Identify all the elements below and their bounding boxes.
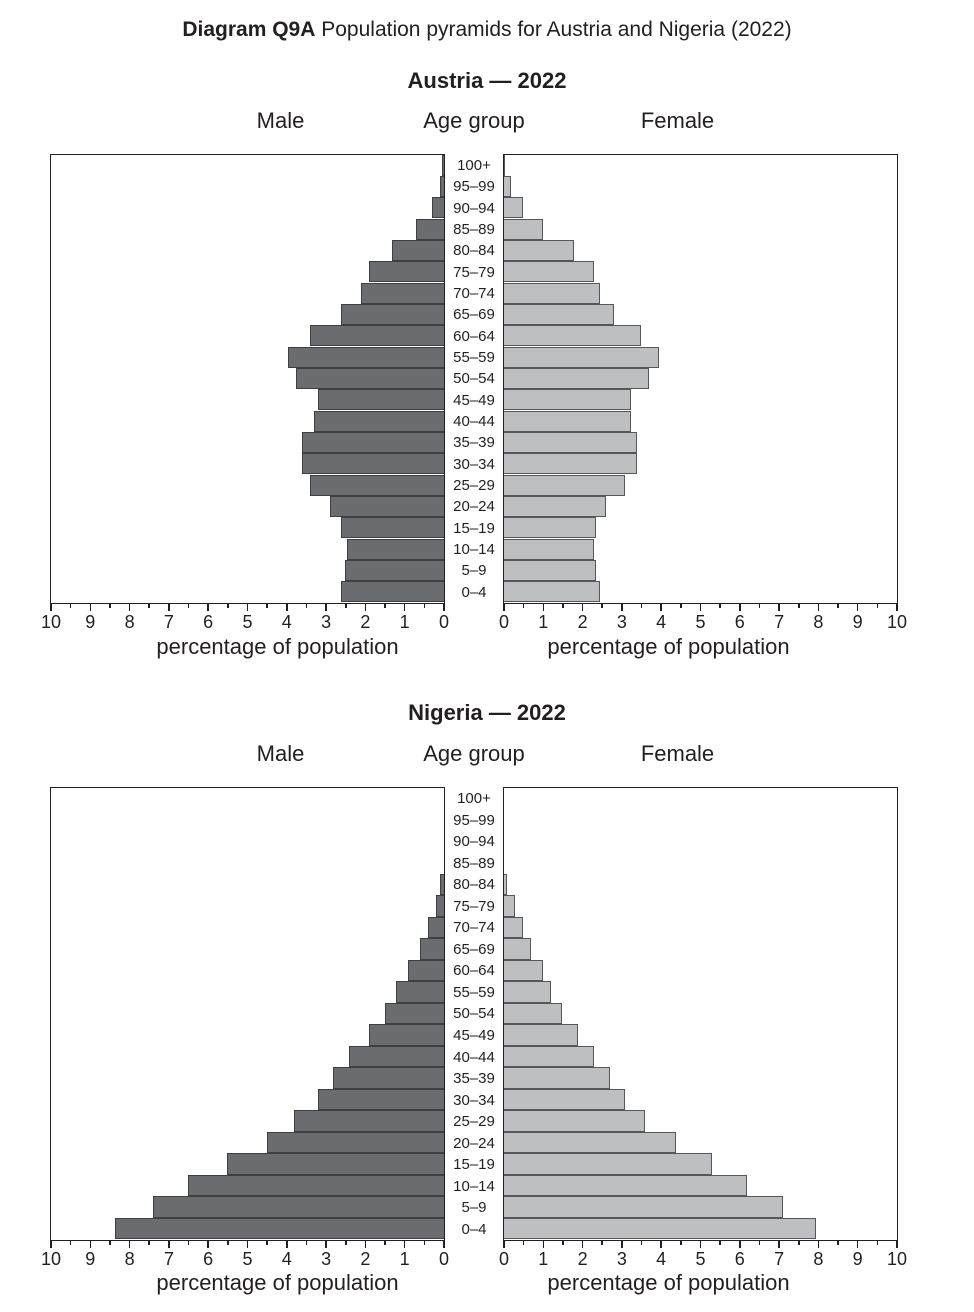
female-bar-75–79 bbox=[504, 895, 516, 917]
male-bar-45–49 bbox=[369, 1024, 444, 1046]
female-bar-70–74 bbox=[504, 283, 600, 304]
x-minor-tick bbox=[266, 1241, 268, 1245]
male-bar-55–59 bbox=[396, 981, 443, 1003]
x-tick-label: 10 bbox=[886, 612, 908, 632]
x-major-tick bbox=[207, 604, 209, 611]
x-major-tick bbox=[90, 604, 92, 611]
x-major-tick bbox=[818, 604, 820, 611]
x-major-tick bbox=[168, 1241, 170, 1248]
female-bar-60–64 bbox=[504, 960, 543, 982]
female-bar-25–29 bbox=[504, 475, 626, 496]
x-major-tick bbox=[543, 604, 545, 611]
x-minor-tick bbox=[148, 1241, 150, 1245]
x-tick-label: 3 bbox=[321, 612, 332, 632]
age-group-label: 30–34 bbox=[453, 455, 495, 473]
age-group-label: 100+ bbox=[457, 790, 491, 808]
age-group-label: 60–64 bbox=[453, 962, 495, 980]
plot-row bbox=[0, 788, 974, 1240]
age-group-label: 15–19 bbox=[453, 519, 495, 537]
x-major-tick bbox=[503, 1241, 505, 1248]
male-bar-15–19 bbox=[341, 517, 443, 538]
age-group-label: 95–99 bbox=[453, 178, 495, 196]
x-major-tick bbox=[700, 1241, 702, 1248]
x-major-tick bbox=[207, 1241, 209, 1248]
male-bar-70–74 bbox=[428, 917, 444, 939]
x-major-tick bbox=[818, 1241, 820, 1248]
x-major-tick bbox=[247, 604, 249, 611]
figure-label: Diagram Q9A bbox=[182, 18, 316, 41]
female-bar-25–29 bbox=[504, 1110, 645, 1132]
age-group-label: 80–84 bbox=[453, 876, 495, 894]
x-minor-tick bbox=[227, 604, 229, 608]
x-major-tick bbox=[365, 604, 367, 611]
nigeria-chart-title: Nigeria — 2022 bbox=[408, 700, 566, 725]
age-group-column-header: Age group bbox=[423, 108, 525, 133]
x-major-tick bbox=[660, 604, 662, 611]
x-major-tick bbox=[503, 604, 505, 611]
x-major-tick bbox=[582, 604, 584, 611]
x-minor-tick bbox=[109, 604, 111, 608]
x-minor-tick bbox=[680, 604, 682, 608]
x-tick-label: 9 bbox=[85, 1249, 96, 1269]
male-bar-80–84 bbox=[440, 874, 444, 896]
x-minor-tick bbox=[719, 1241, 721, 1245]
x-major-tick bbox=[543, 1241, 545, 1248]
age-group-label: 90–94 bbox=[453, 199, 495, 217]
x-major-tick bbox=[857, 604, 859, 611]
female-bar-50–54 bbox=[504, 1003, 563, 1025]
age-group-label: 80–84 bbox=[453, 242, 495, 260]
x-minor-tick bbox=[759, 604, 761, 608]
female-bar-75–79 bbox=[504, 261, 594, 282]
x-minor-tick bbox=[641, 604, 643, 608]
x-tick-label: 0 bbox=[498, 1249, 510, 1269]
male-bar-90–94 bbox=[432, 197, 444, 218]
x-tick-label: 5 bbox=[695, 612, 706, 632]
age-group-label: 50–54 bbox=[453, 1005, 495, 1023]
x-major-tick bbox=[621, 1241, 623, 1248]
male-bar-40–44 bbox=[314, 411, 444, 432]
x-minor-tick bbox=[384, 604, 386, 608]
x-major-tick bbox=[621, 604, 623, 611]
age-group-label: 70–74 bbox=[453, 919, 495, 937]
female-plot-area bbox=[503, 154, 898, 604]
female-bar-15–19 bbox=[504, 517, 596, 538]
female-bar-70–74 bbox=[504, 917, 524, 939]
female-column-header: Female bbox=[640, 108, 715, 133]
female-bar-65–69 bbox=[504, 304, 614, 325]
age-group-label: 55–59 bbox=[453, 349, 495, 367]
male-bar-70–74 bbox=[361, 283, 444, 304]
age-group-label: 45–49 bbox=[453, 1027, 495, 1044]
x-tick-label: 0 bbox=[438, 612, 450, 632]
female-bar-60–64 bbox=[504, 325, 642, 346]
female-bar-0–4 bbox=[504, 1218, 816, 1240]
female-bar-100+ bbox=[504, 155, 506, 176]
male-bar-0–4 bbox=[115, 1218, 443, 1240]
age-group-label: 25–29 bbox=[453, 1113, 495, 1131]
x-minor-tick bbox=[188, 604, 190, 608]
x-tick-label: 9 bbox=[852, 1249, 863, 1269]
female-bar-35–39 bbox=[504, 1067, 610, 1089]
female-axis-label: percentage of population bbox=[547, 1270, 790, 1295]
x-tick-label: 0 bbox=[438, 1249, 450, 1269]
x-major-tick bbox=[778, 604, 780, 611]
female-bar-80–84 bbox=[504, 874, 508, 896]
male-bar-60–64 bbox=[310, 325, 444, 346]
male-plot-area bbox=[50, 787, 445, 1241]
male-bar-5–9 bbox=[153, 1196, 444, 1218]
x-tick-label: 4 bbox=[656, 1249, 667, 1269]
age-group-label: 85–89 bbox=[453, 854, 495, 872]
x-minor-tick bbox=[523, 1241, 525, 1245]
age-group-label: 5–9 bbox=[461, 562, 487, 580]
age-group-label: 35–39 bbox=[453, 1070, 495, 1088]
x-minor-tick bbox=[562, 604, 564, 608]
age-group-label: 40–44 bbox=[453, 413, 495, 431]
age-group-label: 30–34 bbox=[453, 1091, 495, 1109]
x-tick-label: 0 bbox=[498, 612, 510, 632]
age-group-label: 100+ bbox=[457, 157, 491, 175]
age-group-labels bbox=[444, 155, 504, 603]
x-minor-tick bbox=[424, 604, 426, 608]
x-tick-label: 2 bbox=[577, 1249, 588, 1269]
x-major-tick bbox=[404, 1241, 406, 1248]
male-plot-area bbox=[50, 154, 445, 604]
age-group-label: 0–4 bbox=[461, 1220, 487, 1238]
x-minor-tick bbox=[345, 604, 347, 608]
x-minor-tick bbox=[384, 1241, 386, 1245]
male-bar-10–14 bbox=[188, 1175, 443, 1197]
x-tick-label: 1 bbox=[538, 612, 549, 632]
x-major-tick bbox=[700, 604, 702, 611]
male-bar-50–54 bbox=[296, 368, 443, 389]
x-major-tick bbox=[582, 1241, 584, 1248]
age-group-label: 0–4 bbox=[461, 583, 487, 601]
x-tick-label: 6 bbox=[734, 612, 745, 632]
x-tick-label: 5 bbox=[695, 1249, 706, 1269]
x-tick-label: 8 bbox=[124, 612, 135, 632]
x-tick-label: 1 bbox=[399, 1249, 410, 1269]
x-major-tick bbox=[896, 604, 898, 611]
female-bar-30–34 bbox=[504, 453, 638, 474]
female-bar-65–69 bbox=[504, 938, 532, 960]
x-tick-label: 2 bbox=[360, 612, 371, 632]
female-bar-55–59 bbox=[504, 981, 551, 1003]
female-bar-55–59 bbox=[504, 347, 659, 368]
male-bar-50–54 bbox=[385, 1003, 444, 1025]
x-tick-label: 4 bbox=[281, 1249, 292, 1269]
x-tick-label: 4 bbox=[281, 612, 292, 632]
x-tick-label: 2 bbox=[577, 612, 588, 632]
male-bar-35–39 bbox=[333, 1067, 443, 1089]
x-minor-tick bbox=[306, 604, 308, 608]
x-minor-tick bbox=[188, 1241, 190, 1245]
x-minor-tick bbox=[227, 1241, 229, 1245]
x-major-tick bbox=[404, 604, 406, 611]
x-major-tick bbox=[247, 1241, 249, 1248]
x-minor-tick bbox=[601, 1241, 603, 1245]
x-major-tick bbox=[325, 604, 327, 611]
female-bar-90–94 bbox=[504, 197, 524, 218]
x-major-tick bbox=[90, 1241, 92, 1248]
x-tick-label: 3 bbox=[616, 1249, 627, 1269]
female-bar-35–39 bbox=[504, 432, 638, 453]
male-bar-5–9 bbox=[345, 560, 443, 581]
x-minor-tick bbox=[148, 604, 150, 608]
female-bar-50–54 bbox=[504, 368, 649, 389]
male-bar-75–79 bbox=[369, 261, 444, 282]
male-bar-60–64 bbox=[408, 960, 443, 982]
age-group-label: 65–69 bbox=[453, 940, 495, 958]
age-group-label: 20–24 bbox=[453, 498, 495, 516]
x-tick-label: 6 bbox=[203, 612, 214, 632]
age-group-label: 55–59 bbox=[453, 983, 495, 1001]
x-major-tick bbox=[443, 1241, 445, 1248]
x-minor-tick bbox=[798, 604, 800, 608]
austria-chart-title: Austria — 2022 bbox=[407, 68, 567, 93]
x-major-tick bbox=[168, 604, 170, 611]
female-bar-85–89 bbox=[504, 219, 543, 240]
x-tick-label: 10 bbox=[40, 1249, 62, 1269]
female-bar-40–44 bbox=[504, 411, 632, 432]
male-bar-35–39 bbox=[302, 432, 443, 453]
x-tick-label: 8 bbox=[813, 1249, 824, 1269]
age-group-label: 95–99 bbox=[453, 811, 495, 829]
x-major-tick bbox=[50, 604, 52, 611]
x-tick-label: 7 bbox=[163, 612, 174, 632]
x-major-tick bbox=[739, 1241, 741, 1248]
x-minor-tick bbox=[345, 1241, 347, 1245]
x-tick-label: 2 bbox=[360, 1249, 371, 1269]
x-major-tick bbox=[50, 1241, 52, 1248]
x-minor-tick bbox=[641, 1241, 643, 1245]
x-minor-tick bbox=[306, 1241, 308, 1245]
male-bar-65–69 bbox=[341, 304, 443, 325]
age-group-label: 10–14 bbox=[453, 1177, 495, 1195]
x-major-tick bbox=[660, 1241, 662, 1248]
female-bar-45–49 bbox=[504, 389, 632, 410]
x-major-tick bbox=[896, 1241, 898, 1248]
female-bar-45–49 bbox=[504, 1024, 579, 1046]
male-bar-85–89 bbox=[416, 219, 444, 240]
x-minor-tick bbox=[798, 1241, 800, 1245]
female-column-header: Female bbox=[640, 741, 715, 766]
figure-title bbox=[0, 16, 974, 44]
female-axis-label: percentage of population bbox=[547, 634, 790, 659]
x-minor-tick bbox=[759, 1241, 761, 1245]
x-tick-label: 1 bbox=[538, 1249, 549, 1269]
female-bar-5–9 bbox=[504, 1196, 783, 1218]
male-bar-10–14 bbox=[347, 539, 443, 560]
x-major-tick bbox=[129, 604, 131, 611]
x-minor-tick bbox=[719, 604, 721, 608]
male-bar-95–99 bbox=[440, 176, 444, 197]
x-minor-tick bbox=[424, 1241, 426, 1245]
age-group-label: 90–94 bbox=[453, 833, 495, 851]
male-axis-label: percentage of population bbox=[156, 1270, 399, 1295]
female-bar-10–14 bbox=[504, 539, 594, 560]
x-major-tick bbox=[778, 1241, 780, 1248]
age-group-label: 25–29 bbox=[453, 477, 495, 495]
male-bar-25–29 bbox=[310, 475, 444, 496]
x-tick-label: 7 bbox=[774, 1249, 785, 1269]
age-group-label: 15–19 bbox=[453, 1156, 495, 1174]
female-bar-30–34 bbox=[504, 1089, 626, 1111]
female-bar-5–9 bbox=[504, 560, 596, 581]
x-minor-tick bbox=[837, 1241, 839, 1245]
male-bar-30–34 bbox=[302, 453, 443, 474]
male-bar-55–59 bbox=[288, 347, 443, 368]
x-minor-tick bbox=[562, 1241, 564, 1245]
x-minor-tick bbox=[680, 1241, 682, 1245]
age-group-label: 60–64 bbox=[453, 327, 495, 345]
x-tick-label: 3 bbox=[321, 1249, 332, 1269]
x-major-tick bbox=[739, 604, 741, 611]
x-minor-tick bbox=[266, 604, 268, 608]
female-bar-80–84 bbox=[504, 240, 575, 261]
age-group-labels bbox=[444, 788, 504, 1240]
x-tick-label: 5 bbox=[242, 1249, 253, 1269]
x-minor-tick bbox=[837, 604, 839, 608]
age-group-label: 70–74 bbox=[453, 285, 495, 303]
male-column-header: Male bbox=[256, 108, 305, 133]
male-bar-0–4 bbox=[341, 581, 443, 602]
age-group-label: 20–24 bbox=[453, 1134, 495, 1152]
male-bar-30–34 bbox=[318, 1089, 444, 1111]
x-minor-tick bbox=[877, 1241, 879, 1245]
age-group-column-header: Age group bbox=[423, 741, 525, 766]
female-plot-area bbox=[503, 787, 898, 1241]
male-bar-75–79 bbox=[436, 895, 444, 917]
male-bar-20–24 bbox=[267, 1132, 444, 1154]
male-bar-15–19 bbox=[227, 1153, 443, 1175]
x-tick-label: 6 bbox=[734, 1249, 745, 1269]
male-bar-45–49 bbox=[318, 389, 444, 410]
male-bar-40–44 bbox=[349, 1046, 443, 1068]
x-tick-label: 5 bbox=[242, 612, 253, 632]
age-group-label: 75–79 bbox=[453, 897, 495, 915]
x-tick-label: 9 bbox=[85, 612, 96, 632]
x-tick-label: 1 bbox=[399, 612, 410, 632]
x-major-tick bbox=[443, 604, 445, 611]
age-group-label: 85–89 bbox=[453, 221, 495, 239]
female-bar-0–4 bbox=[504, 581, 600, 602]
x-minor-tick bbox=[70, 604, 72, 608]
age-group-label: 5–9 bbox=[461, 1199, 487, 1217]
age-group-label: 40–44 bbox=[453, 1048, 495, 1066]
female-bar-20–24 bbox=[504, 1132, 677, 1154]
x-tick-label: 8 bbox=[813, 612, 824, 632]
age-group-label: 50–54 bbox=[453, 370, 495, 388]
female-bar-20–24 bbox=[504, 496, 606, 517]
plot-row bbox=[0, 155, 974, 603]
x-major-tick bbox=[286, 1241, 288, 1248]
male-bar-25–29 bbox=[294, 1110, 443, 1132]
male-bar-20–24 bbox=[330, 496, 444, 517]
male-bar-80–84 bbox=[392, 240, 443, 261]
x-tick-label: 8 bbox=[124, 1249, 135, 1269]
x-tick-label: 4 bbox=[656, 612, 667, 632]
x-tick-label: 10 bbox=[40, 612, 62, 632]
x-minor-tick bbox=[109, 1241, 111, 1245]
female-bar-10–14 bbox=[504, 1175, 748, 1197]
x-tick-label: 10 bbox=[886, 1249, 908, 1269]
female-bar-15–19 bbox=[504, 1153, 712, 1175]
age-group-label: 65–69 bbox=[453, 306, 495, 324]
x-tick-label: 3 bbox=[616, 612, 627, 632]
x-major-tick bbox=[286, 604, 288, 611]
x-tick-label: 7 bbox=[163, 1249, 174, 1269]
male-bar-65–69 bbox=[420, 938, 444, 960]
x-minor-tick bbox=[523, 604, 525, 608]
x-tick-label: 9 bbox=[852, 612, 863, 632]
male-axis-label: percentage of population bbox=[156, 634, 399, 659]
x-major-tick bbox=[365, 1241, 367, 1248]
x-minor-tick bbox=[877, 604, 879, 608]
x-minor-tick bbox=[601, 604, 603, 608]
x-major-tick bbox=[129, 1241, 131, 1248]
male-column-header: Male bbox=[256, 741, 305, 766]
age-group-label: 35–39 bbox=[453, 434, 495, 452]
age-group-label: 45–49 bbox=[453, 391, 495, 409]
x-minor-tick bbox=[70, 1241, 72, 1245]
female-bar-95–99 bbox=[504, 176, 512, 197]
age-group-label: 75–79 bbox=[453, 263, 495, 281]
age-group-label: 10–14 bbox=[453, 541, 495, 559]
figure-caption: Population pyramids for Austria and Nigeria (2022) bbox=[321, 18, 792, 41]
x-major-tick bbox=[325, 1241, 327, 1248]
x-major-tick bbox=[857, 1241, 859, 1248]
x-tick-label: 6 bbox=[203, 1249, 214, 1269]
x-tick-label: 7 bbox=[774, 612, 785, 632]
female-bar-40–44 bbox=[504, 1046, 594, 1068]
